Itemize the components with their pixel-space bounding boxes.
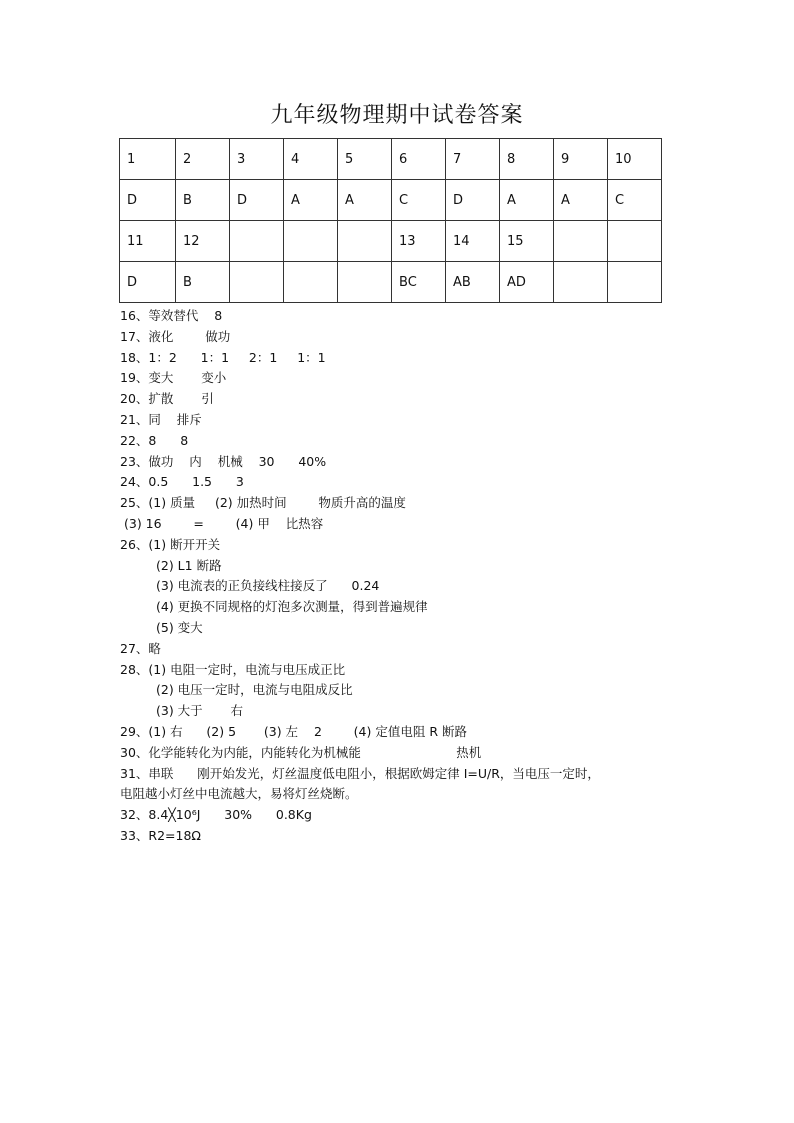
table-cell: BC	[392, 262, 446, 303]
table-cell: 4	[284, 139, 338, 180]
answer-26-part1: 26、(1) 断开开关	[120, 536, 221, 552]
answer-16: 16、等效替代 8	[120, 308, 223, 323]
table-cell	[230, 221, 284, 262]
table-cell: A	[554, 180, 608, 221]
table-cell: A	[338, 180, 392, 221]
answer-26-part4: (4) 更换不同规格的灯泡多次测量，得到普遍规律	[156, 599, 428, 615]
answer-25-part1: 25、(1) 质量 (2) 加热时间 物质升高的温度	[120, 495, 406, 511]
table-cell: D	[230, 180, 284, 221]
answer-17: 17、液化 做功	[120, 328, 231, 344]
table-cell: 5	[338, 139, 392, 180]
table-cell	[554, 262, 608, 303]
table-cell: 2	[176, 139, 230, 180]
table-cell	[608, 262, 662, 303]
answer-32: 32、8.4╳10⁶J 30% 0.8Kg	[120, 807, 312, 823]
answer-30: 30、化学能转化为内能，内能转化为机械能 热机	[120, 744, 482, 760]
table-cell	[554, 221, 608, 262]
table-cell: 3	[230, 139, 284, 180]
table-row	[120, 139, 662, 180]
answer-31-part2: 电阻越小灯丝中电流越大，易将灯丝烧断。	[120, 786, 358, 802]
answer-28-part1: 28、(1) 电阻一定时，电流与电压成正比	[120, 661, 346, 677]
table-cell: 15	[500, 221, 554, 262]
table-cell: 13	[392, 221, 446, 262]
table-cell: A	[284, 180, 338, 221]
page-title: 九年级物理期中试卷答案	[270, 103, 524, 128]
table-row	[120, 221, 662, 262]
table-cell: 11	[120, 221, 176, 262]
table-cell	[608, 221, 662, 262]
answer-28-part3: (3) 大于 右	[156, 703, 243, 719]
table-cell: C	[392, 180, 446, 221]
table-cell	[338, 221, 392, 262]
answer-table	[119, 138, 662, 303]
table-cell: C	[608, 180, 662, 221]
table-cell	[284, 221, 338, 262]
answer-24: 24、0.5 1.5 3	[120, 474, 244, 490]
table-cell: 7	[446, 139, 500, 180]
table-cell: D	[120, 180, 176, 221]
answer-21: 21、同 排斥	[120, 411, 202, 427]
answer-27: 27、略	[120, 640, 161, 656]
table-row	[120, 262, 662, 303]
table-cell	[230, 262, 284, 303]
table-cell: 1	[120, 139, 176, 180]
answer-33: 33、R2=18Ω	[120, 827, 201, 843]
answer-list	[120, 306, 680, 847]
table-cell: D	[120, 262, 176, 303]
answer-18: 18、1：2 1：1 2：1 1：1	[120, 349, 326, 365]
answer-20: 20、扩散 引	[120, 391, 214, 407]
answer-26-part2: (2) L1 断路	[156, 557, 222, 573]
answer-26-part5: (5) 变大	[156, 619, 203, 635]
answer-28-part2: (2) 电压一定时，电流与电阻成反比	[156, 682, 353, 698]
table-cell	[284, 262, 338, 303]
table-cell: A	[500, 180, 554, 221]
table-cell: AD	[500, 262, 554, 303]
table-cell: 8	[500, 139, 554, 180]
table-row	[120, 180, 662, 221]
table-cell: B	[176, 262, 230, 303]
answer-31-part1: 31、串联 刚开始发光，灯丝温度低电阻小，根据欧姆定律 I=U/R，当电压一定时，	[120, 765, 600, 781]
table-cell: D	[446, 180, 500, 221]
answer-19: 19、变大 变小	[120, 370, 227, 386]
answer-22: 22、8 8	[120, 432, 189, 448]
table-cell	[338, 262, 392, 303]
table-cell: 12	[176, 221, 230, 262]
answer-25-part2: (3) 16 = (4) 甲 比热容	[124, 515, 324, 531]
table-cell: 14	[446, 221, 500, 262]
answer-29: 29、(1) 右 (2) 5 (3) 左 2 (4) 定值电阻 R 断路	[120, 723, 467, 739]
table-cell: 10	[608, 139, 662, 180]
answer-26-part3: (3) 电流表的正负接线柱接反了 0.24	[156, 578, 380, 594]
table-cell: B	[176, 180, 230, 221]
table-cell: AB	[446, 262, 500, 303]
table-cell: 6	[392, 139, 446, 180]
table-cell: 9	[554, 139, 608, 180]
answer-23: 23、做功 内 机械 30 40%	[120, 453, 327, 469]
